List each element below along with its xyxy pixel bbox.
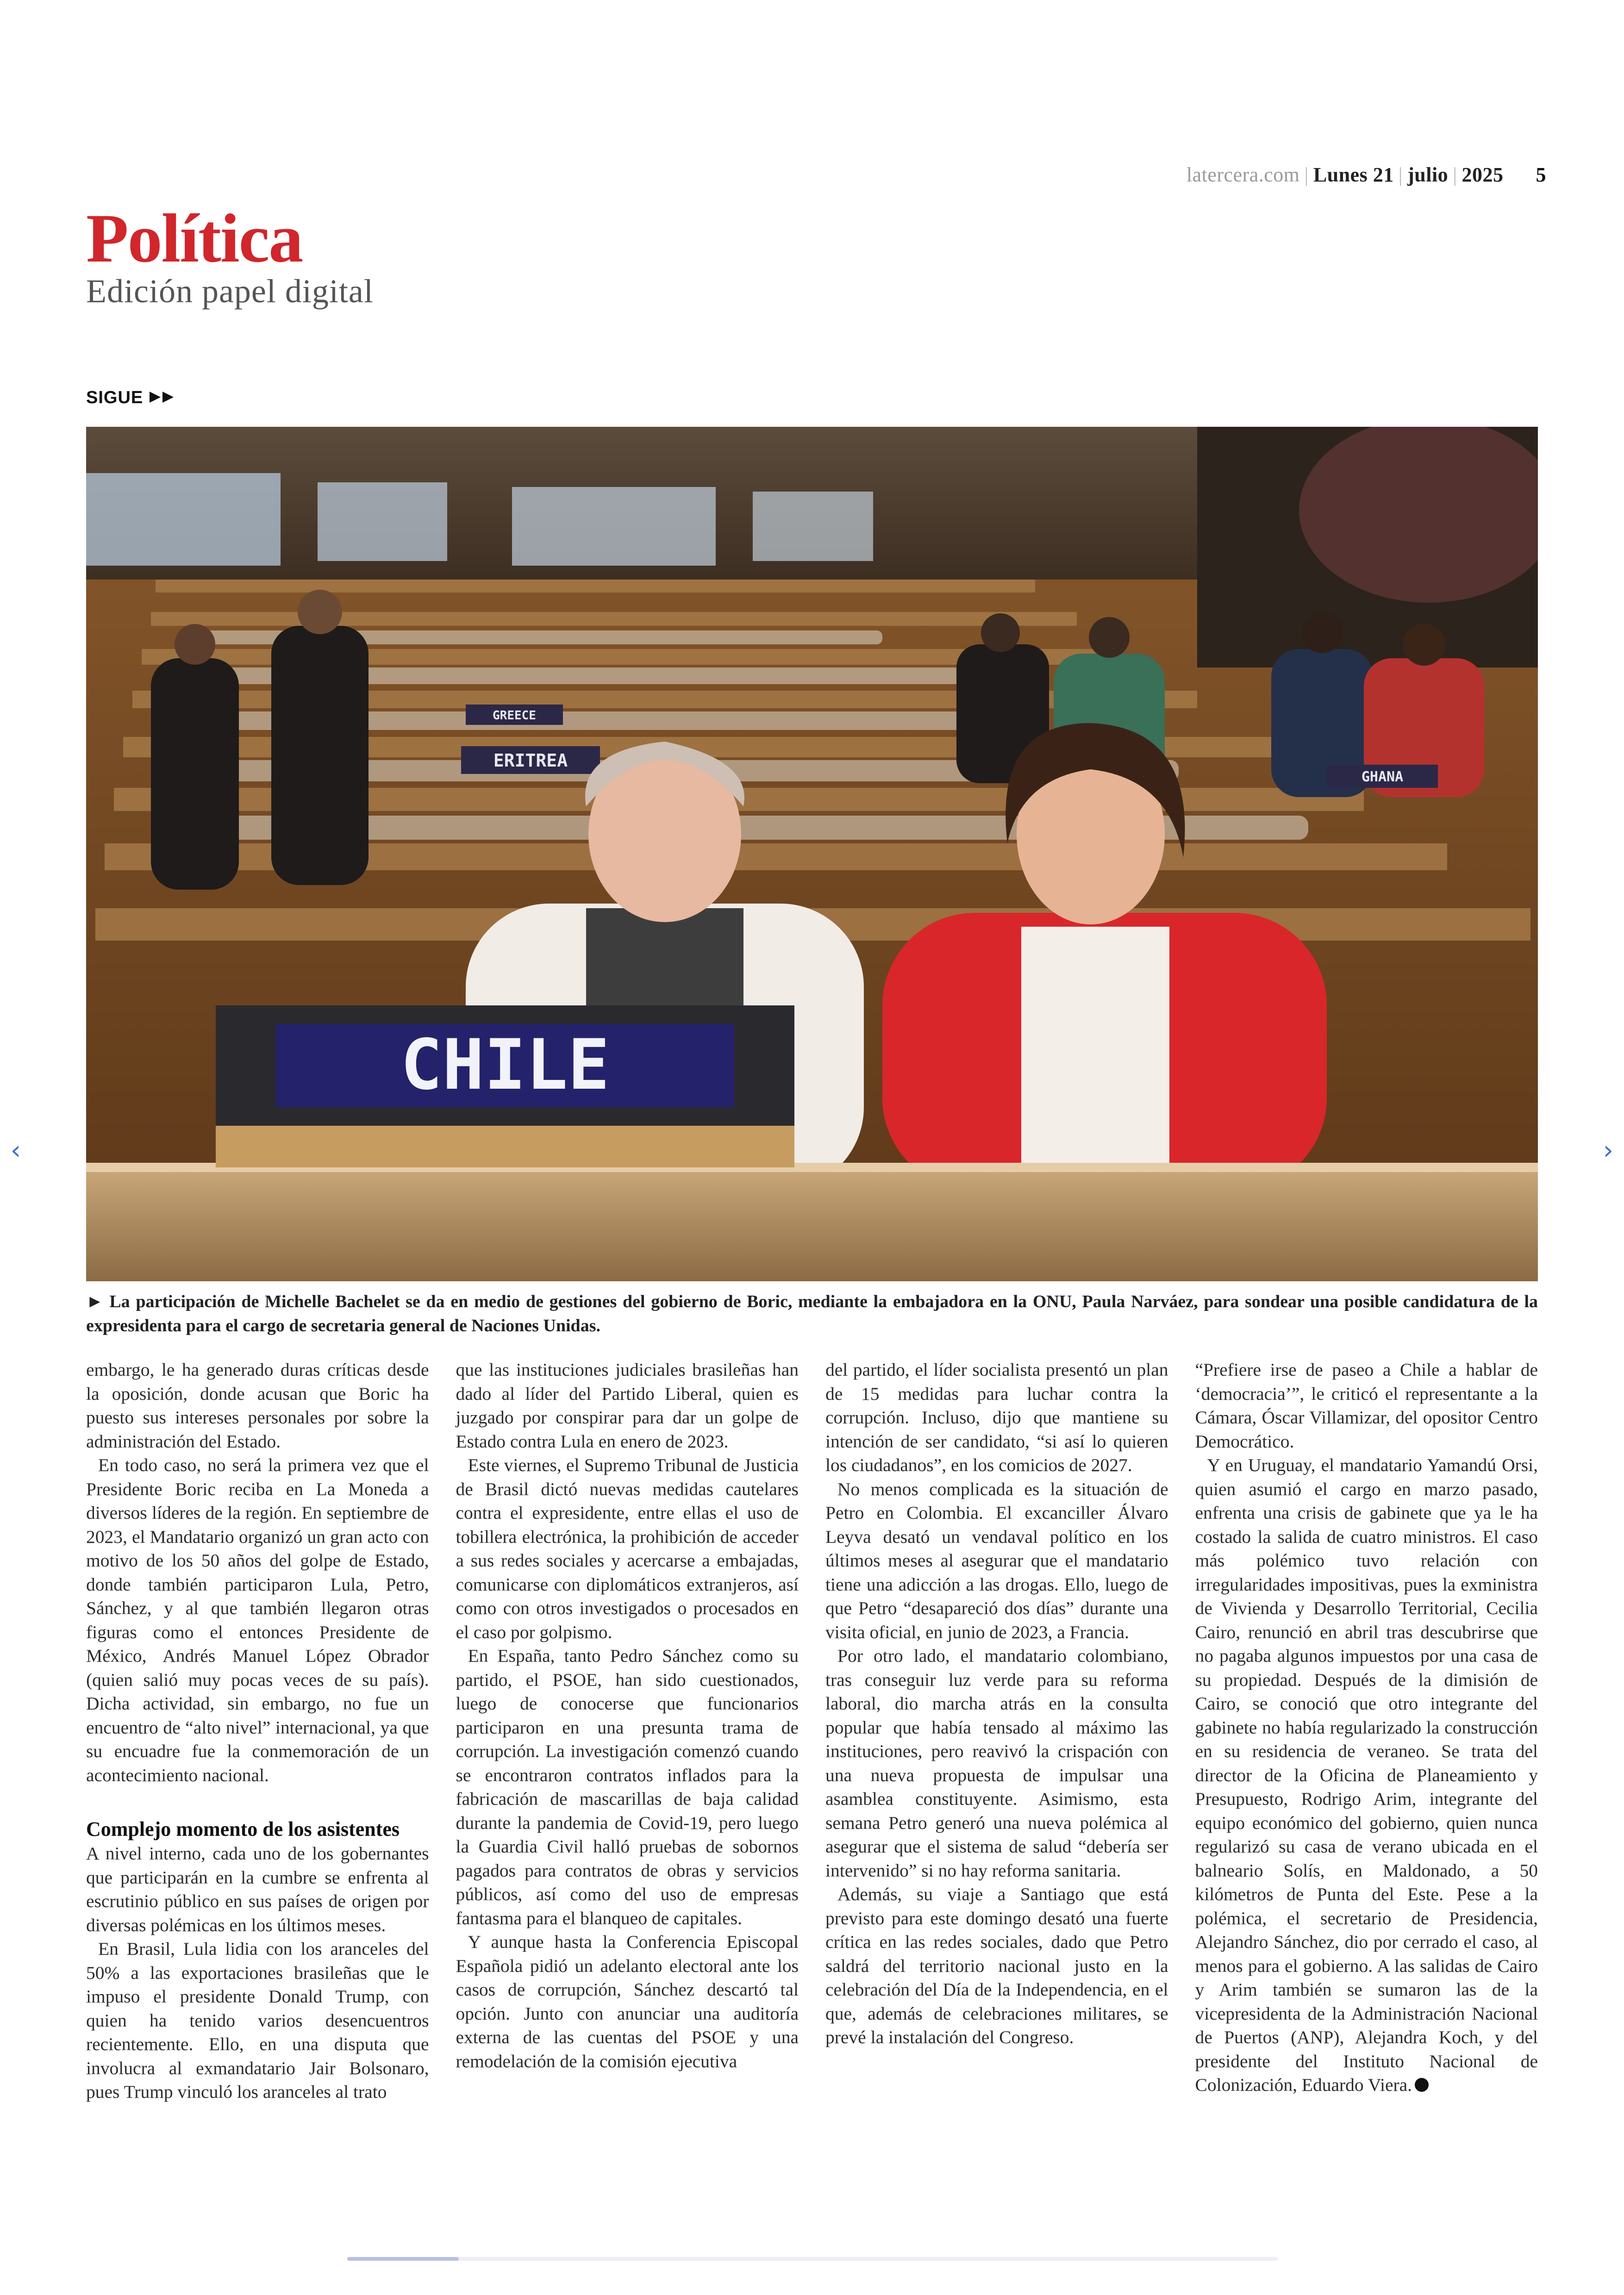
placard-eritrea: ERITREA (493, 750, 568, 771)
placard-chile: CHILE (400, 1025, 610, 1105)
next-page-button[interactable] (1599, 1137, 1618, 1165)
paragraph: A nivel interno, cada uno de los gobernantes que participarán en la cumbre se enfrenta al escrutinio público en sus países de origen por diversas polémicas en los últimos meses. (86, 1843, 429, 1935)
paragraph: En Brasil, Lula lidia con los aranceles del 50% a las exportaciones brasileñas que le impuso el presidente Donald Trump, con quien ha tenido varios desencuentros recientemente. Ello, en una disputa que involucra al exmandatario Jair Bolsonaro, pues Trump vinculó los aranceles al trato (86, 1939, 429, 2102)
chevron-left-icon: ‹ (10, 1135, 21, 1166)
paragraph: Y aunque hasta la Conferencia Episcopal Española pidió un adelanto electoral ante los casos de corrupción, Sánchez descartó tal opción. Junto con anunciar una auditoría externa de las cuentas del PSOE y una remodelación de la comisión ejecutiva (456, 1932, 799, 2071)
paragraph: Además, su viaje a Santiago que está previsto para este domingo desató una fuerte crítica en las redes sociales, dado que Petro saldrá del territorio nacional justo en la celebración del Día de la Independencia, en el que, además de celebraciones militares, se prevé la instalación del Congreso. (825, 1884, 1168, 2047)
section-title: Política (86, 200, 303, 277)
subheading: Complejo momento de los asistentes (86, 1818, 400, 1840)
article-column-1 (86, 1358, 429, 2145)
reading-progress-fill (347, 2257, 459, 2261)
paragraph: En todo caso, no será la primera vez que el Presidente Boric reciba en La Moneda a diversos líderes de la región. En septiembre de 2023, el Mandatario organizó un gran acto con motivo de los 50 años del golpe de Estado, donde también participaron Lula, Petro, Sánchez, y al que también llegaron otras figuras como el entonces Presidente de México, Andrés Manuel López Obrador (quien salió muy pocas veces de su país). Dicha actividad, sin embargo, no fue un encuentro de “alto nivel” internacional, ya que su encuadre fue la conmemoración de un acontecimiento nacional. (86, 1455, 429, 1785)
news-photo (86, 427, 1538, 1281)
paragraph: Por otro lado, el mandatario colombiano, tras conseguir luz verde para su reforma laboral, dio marcha atrás en la consulta popular que había tensado al máximo las instituciones, pero reavivó la crispación con una nueva propuesta de impulsar una asamblea constituyente. Asimismo, esta semana Petro generó una nueva polémica al asegurar que el sistema de salud “debería ser intervenido” si no hay reforma sanitaria. (825, 1646, 1168, 1881)
placard-greece: GREECE (493, 709, 536, 723)
article-body (86, 1358, 1538, 2145)
sigue-label (86, 388, 176, 408)
placard-ghana: GHANA (1361, 769, 1404, 785)
paragraph: No menos complicada es la situación de Petro en Colombia. El excanciller Álvaro Leyva desató un vendaval político en los últimos meses al asegurar que el mandatario tiene una adicción a las drogas. Ello, luego de que Petro “desapareció dos días” durante una visita oficial, en junio de 2023, a Francia. (825, 1478, 1168, 1642)
reading-progress-bar[interactable] (347, 2257, 1278, 2261)
paragraph (1195, 1453, 1538, 2097)
header-year: 2025 (1462, 163, 1504, 186)
photo-caption: ► La participación de Michelle Bachelet se da en medio de gestiones del gobierno de Boric, mediante la embajadora en la ONU, Paula Narváez, para sondear una posible candidatura de la expresidenta para el cargo de secretaria general de Naciones Unidas. (86, 1292, 1538, 1335)
previous-page-button[interactable] (6, 1137, 25, 1165)
chevron-right-icon: › (1603, 1135, 1614, 1166)
site-name: latercera.com (1186, 163, 1300, 186)
article-column-3 (825, 1358, 1168, 2145)
article-column-4 (1195, 1358, 1538, 2145)
paragraph: embargo, le ha generado duras críticas desde la oposición, donde acusan que Boric ha puesto sus intereses personales por sobre la administración del Estado. (86, 1360, 429, 1452)
paragraph: Este viernes, el Supremo Tribunal de Justicia de Brasil dictó nuevas medidas cautelares contra el expresidente, entre ellas el uso de tobillera electrónica, la prohibición de acceder a sus redes sociales y acercarse a embajadas, comunicarse con diplomáticos extranjeros, así como con otros investigados o procesados en el caso por golpismo. (456, 1455, 799, 1642)
header-month: julio (1407, 163, 1449, 186)
assembly-hall-photo (86, 427, 1538, 1281)
article-column-2 (456, 1358, 799, 2145)
double-arrow-right-icon (149, 390, 176, 404)
paragraph: que las instituciones judiciales brasileñas han dado al líder del Partido Liberal, quien es juzgado por conspirar para dar un golpe de Estado contra Lula en enero de 2023. (456, 1360, 799, 1452)
header-day: Lunes 21 (1313, 163, 1394, 186)
paragraph: “Prefiere irse de paseo a Chile a hablar de ‘democracia’”, le criticó el representante a la Cámara, Óscar Villamizar, del opositor Centro Democrático. (1195, 1360, 1538, 1452)
section-subtitle: Edición papel digital (86, 273, 374, 310)
paragraph: En España, tanto Pedro Sánchez como su partido, el PSOE, han sido cuestionados, luego de conocerse que funcionarios participaron en una presunta trama de corrupción. La investigación comenzó cuando se encontraron contratos inflados para la fabricación de mascarillas de baja calidad durante la pandemia de Covid-19, pero luego la Guardia Civil halló pruebas de sobornos pagados para contratos de obras y servicios públicos, así como del uso de empresas fantasma para el blanqueo de capitales. (456, 1646, 799, 1928)
page-header-meta: latercera.com | Lunes 21 | julio | 2025 5 (1186, 163, 1546, 186)
page-number: 5 (1536, 163, 1546, 186)
paragraph: del partido, el líder socialista presentó un plan de 15 medidas para luchar contra la corrupción. Incluso, dijo que mantiene su intención de ser candidato, “si así lo quieren los ciudadanos”, en los comicios de 2027. (825, 1360, 1168, 1475)
end-of-article-icon (1415, 2078, 1429, 2092)
sigue-text: SIGUE (86, 388, 144, 407)
paragraph-text: Y en Uruguay, el mandatario Yamandú Orsi, quien asumió el cargo en marzo pasado, enfrenta una crisis de gabinete que ya le ha costado la salida de cuatro ministros. El caso más polémico tuvo relación con irregularidades impositivas, pues la exministra de Vivienda y Desarrollo Territorial, Cecilia Cairo, renunció en abril tras descubrirse que no pagaba algunos impuestos por una casa de su propiedad. Después de la dimisión de Cairo, se conoció que otro integrante del gabinete no había regularizado la construcción en su residencia de veraneo. Se trata del director de la Oficina de Planeamiento y Presupuesto, Rodrigo Arim, integrante del equipo económico del gobierno, quien nunca regularizó su casa de verano ubicada en el balneario Solís, en Maldonado, a 50 kilómetros de Punta del Este. Pese a la polémica, el secretario de Presidencia, Alejandro Sánchez, dio por cerrado el caso, al menos para el gobierno. A las salidas de Cairo y Arim también se sumaron las de la vicepresidenta de la Administración Nacional de Puertos (ANP), Alejandra Koch, y del presidente del Instituto Nacional de Colonización, Eduardo Viera. (1195, 1455, 1538, 2095)
